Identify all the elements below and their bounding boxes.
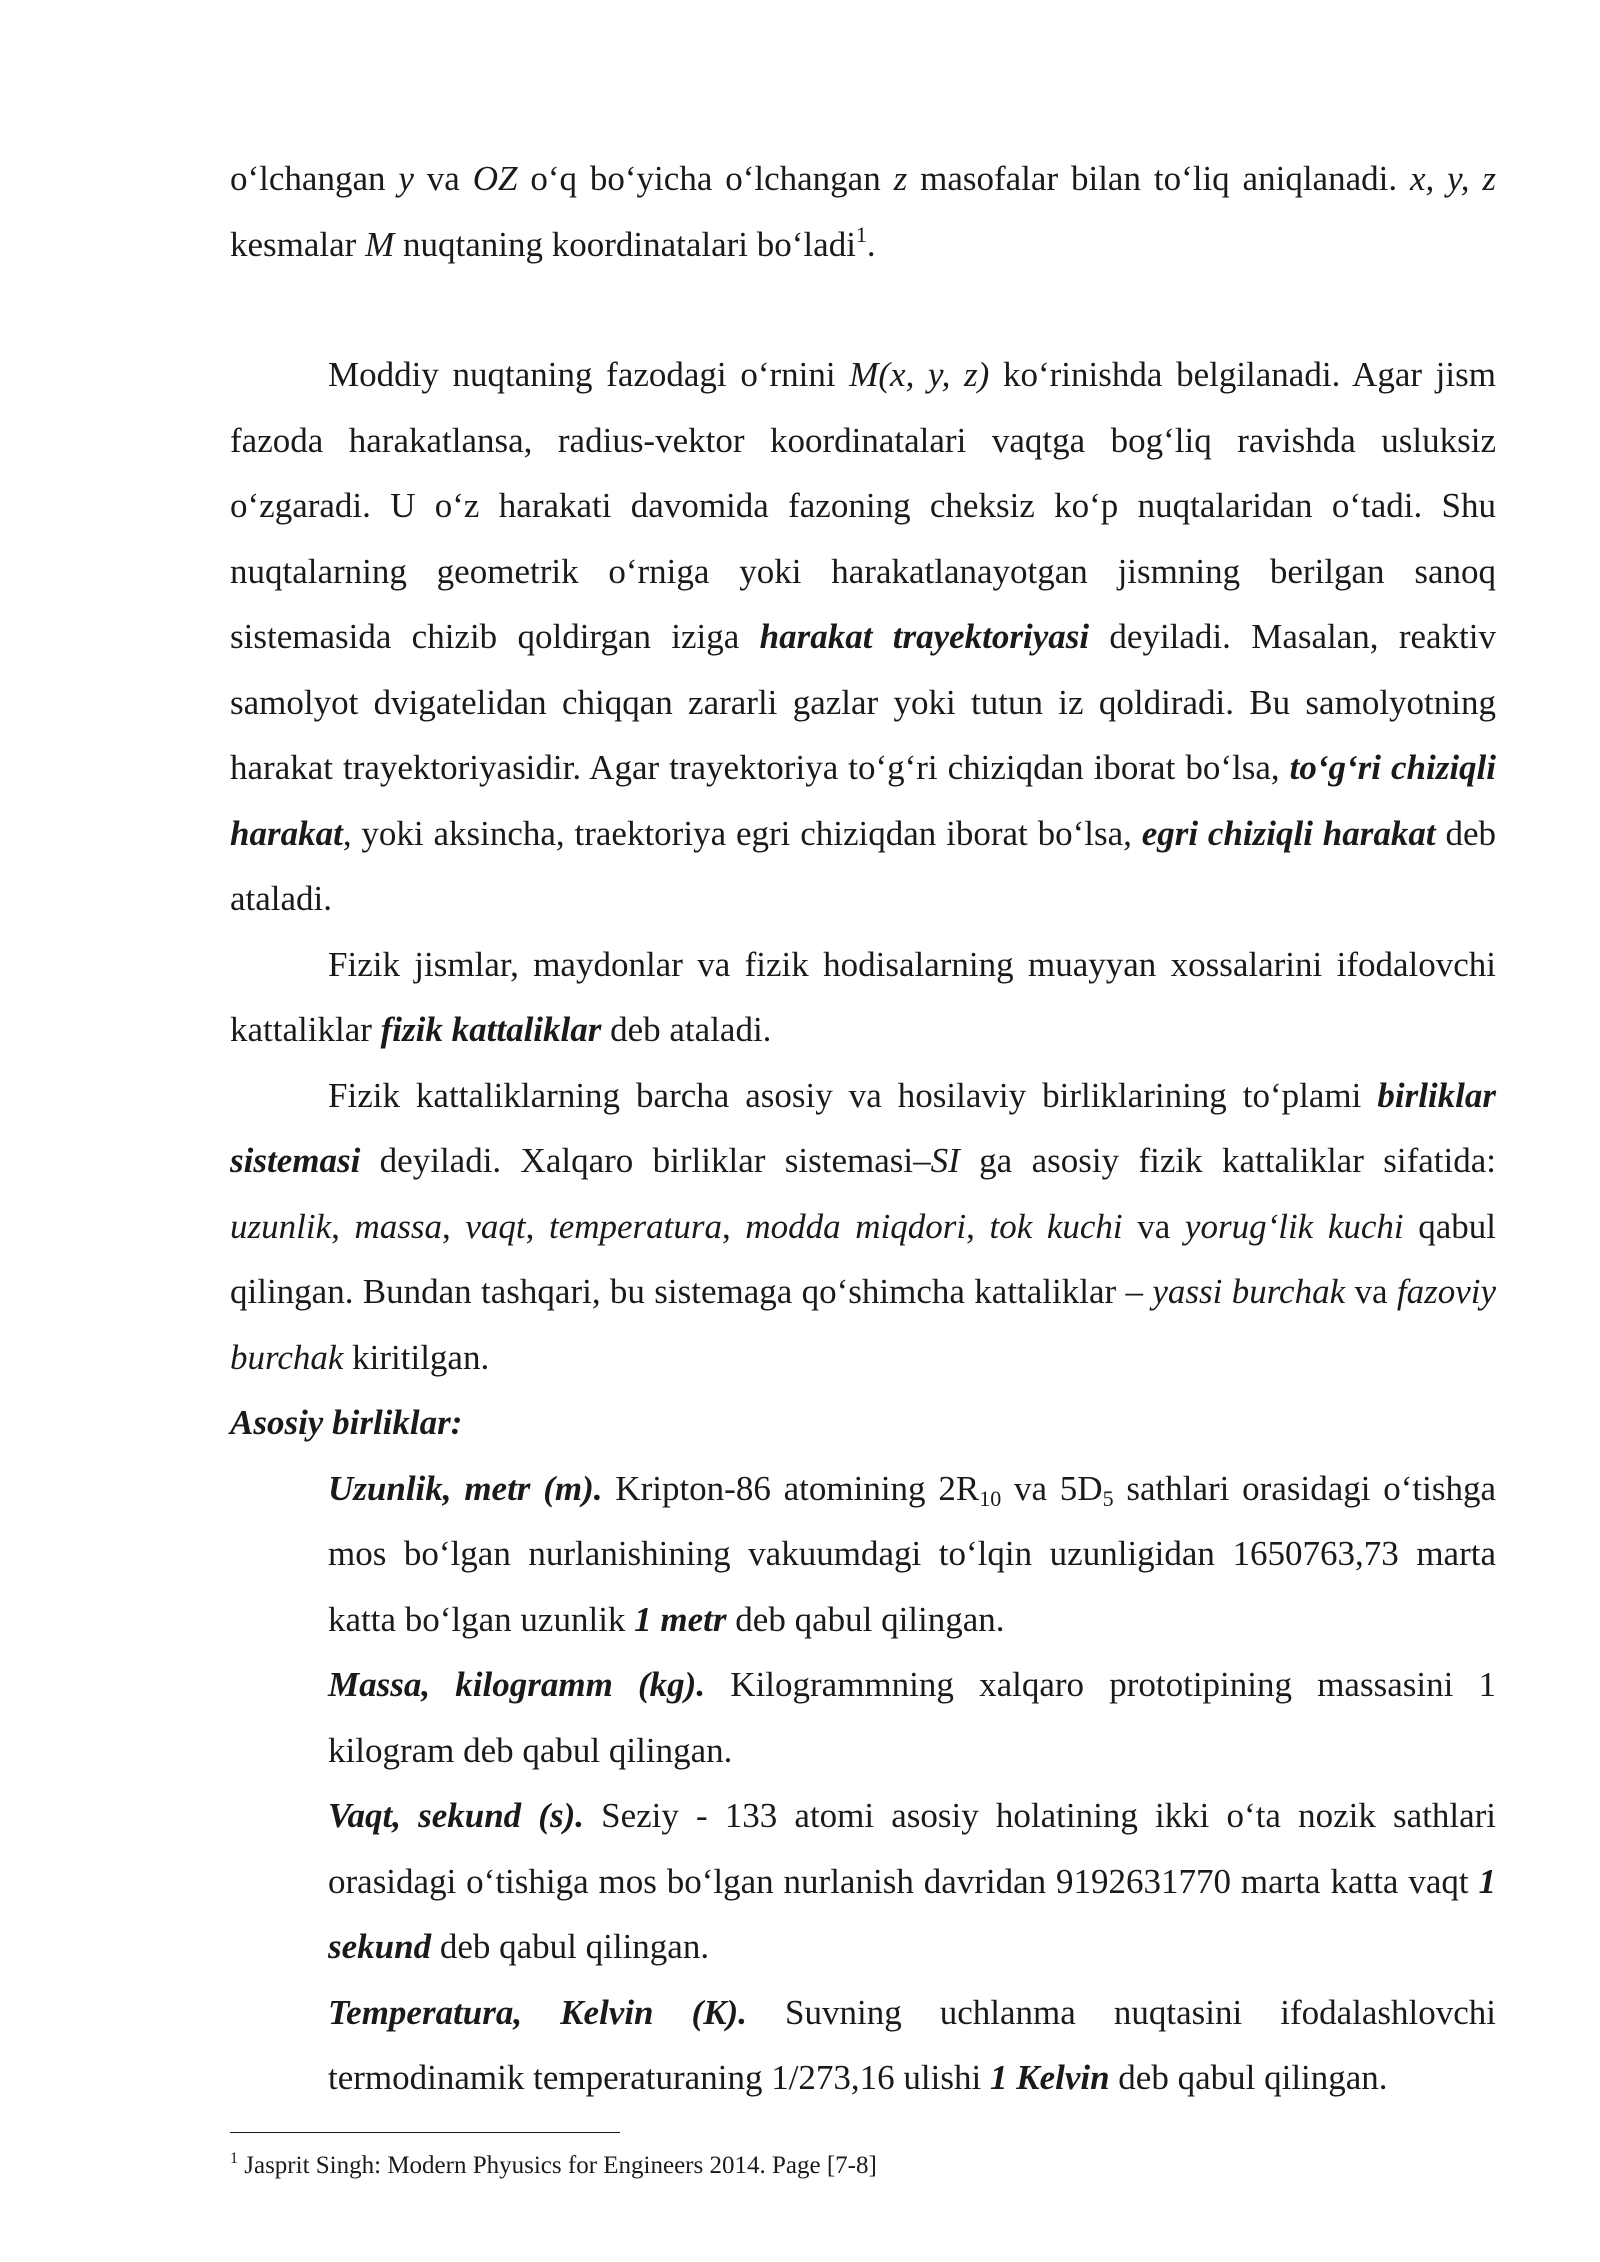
term-unit-system: birliklar sistemasi xyxy=(230,1075,1496,1180)
definition-temperature: Temperatura, Kelvin (K). Suvning uchlanma nuqtasini ifodalashlovchi termodinamik temperaturaning 1/273,16 ulishi 1 Kelvin deb qabul qilingan. xyxy=(328,1992,1496,2097)
definition-time: Vaqt, sekund (s). Seziy - 133 atomi asosiy holatining ikki o‘ta nozik sathlari orasidagi o‘tishiga mos bo‘lgan nurlanish davridan 9192631770 marta katta vaqt 1 sekund deb qabul qilingan. xyxy=(328,1796,1496,1966)
paragraph-unit-system: Fizik kattaliklarning barcha asosiy va hosilaviy birliklarining to‘plami birliklar sistemasi deyiladi. Xalqaro birliklar sistemasi–SI ga asosiy fizik kattaliklar sifatida: uzunlik, massa, vaqt, temperatura, modda miqdori, tok kuchi va yorug‘lik kuchi qabul qilingan. Bundan tashqari, bu sistemaga qo‘shimcha kattaliklar – yassi burchak va fazoviy burchak kiritilgan. xyxy=(230,1075,1496,1377)
term-curved-motion: egri chiziqli harakat xyxy=(1141,813,1436,853)
term-trajectory: harakat trayektoriyasi xyxy=(759,617,1090,656)
term-straight-motion: to‘g‘ri chiziqli harakat xyxy=(230,748,1497,853)
document-page xyxy=(230,146,1496,2111)
footnote-ref[interactable]: 1 xyxy=(855,221,867,247)
definition-term: Vaqt, sekund (s). xyxy=(328,1796,584,1835)
paragraph-physical-quantities: Fizik jismlar, maydonlar va fizik hodisalarning muayyan xossalarini ifodalovchi kattaliklar fizik kattaliklar deb ataladi. xyxy=(230,944,1496,1049)
definition-term: Temperatura, Kelvin (K). xyxy=(328,1992,747,2032)
definition-term: Massa, kilogramm (kg). xyxy=(328,1665,706,1704)
term-physical-quantities: fizik kattaliklar xyxy=(380,1010,602,1049)
definition-mass: Massa, kilogramm (kg). Kilogrammning xalqaro prototipining massasini 1 kilogram deb qabul qilingan. xyxy=(328,1665,1496,1770)
footnote-separator xyxy=(230,2132,620,2133)
definition-term: Uzunlik, metr (m). xyxy=(328,1468,603,1508)
section-heading: Asosiy birliklar: xyxy=(230,1403,463,1442)
definition-length: Uzunlik, metr (m). Kripton-86 atomining $2R_{10}$ va $5D_5$ sathlari orasidagi o‘tishga mos bo‘lgan nurlanishining vakuumdagi to‘lqin uzunligidan 1650763,73 marta katta bo‘lgan uzunlik 1 metr deb qabul qilingan. xyxy=(328,1468,1497,1639)
paragraph-trajectory: Moddiy nuqtaning fazodagi o‘rnini M(x, y, z) ko‘rinishda belgilanadi. Agar jism fazoda harakatlansa, radius-vektor koordinatalari vaqtga bog‘liq ravishda usluksiz o‘zgaradi. U o‘z harakati davomida fazoning cheksiz ko‘p nuqtalaridan o‘tadi. Shu nuqtalarning geometrik o‘rniga yoki harakatlanayotgan jismning berilgan sanoq sistemasida chizib qoldirgan iziga harakat trayektoriyasi deyiladi. Masalan, reaktiv samolyot dvigatelidan chiqqan zararli gazlar yoki tutun iz qoldiradi. Bu samolyotning harakat trayektoriyasidir. Agar trayektoriya to‘g‘ri chiziqdan iborat bo‘lsa, to‘g‘ri chiziqli harakat, yoki aksincha, traektoriya egri chiziqdan iborat bo‘lsa, egri chiziqli harakat deb ataladi. xyxy=(230,355,1497,918)
paragraph-coordinates: o‘lchangan y va OZ o‘q bo‘yicha o‘lchangan z masofalar bilan to‘liq aniqlanadi. x, y, z kesmalar M nuqtaning koordinatalari bo‘ladi$^1$. xyxy=(230,159,1496,264)
footnote: $^1$ Jasprit Singh: Modern Phyusics for Engineers 2014. Page [7-8] xyxy=(230,2150,877,2179)
